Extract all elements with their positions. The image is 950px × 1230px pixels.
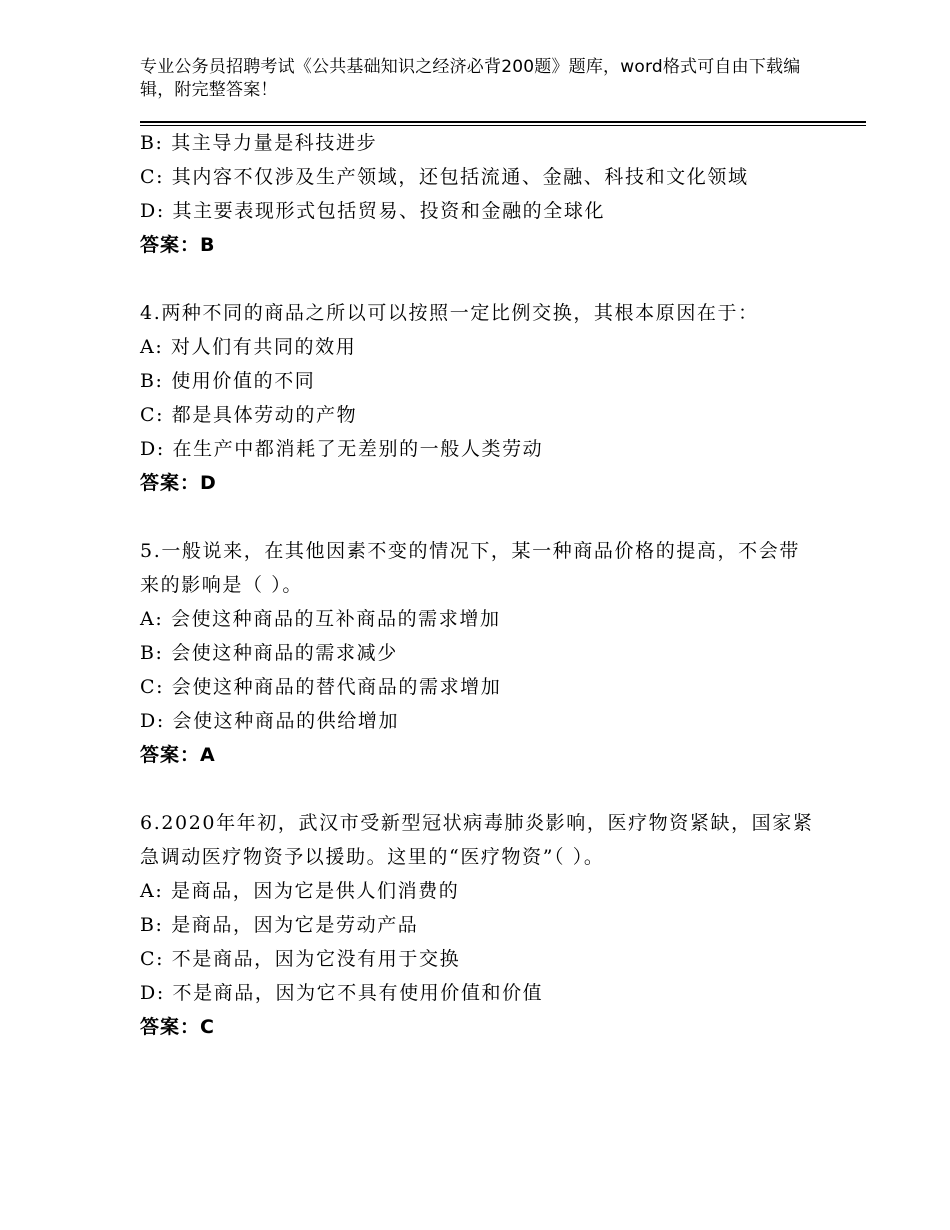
question-3-partial <box>140 126 820 262</box>
question-stem: 6.2020年年初，武汉市受新型冠状病毒肺炎影响，医疗物资紧缺，国家紧急调动医疗物资予以援助。这里的“医疗物资”（ ）。 <box>140 812 814 868</box>
header-rule-thick <box>140 121 866 123</box>
answer-label: 答案：D <box>140 472 217 494</box>
question-stem: 5.一般说来，在其他因素不变的情况下，某一种商品价格的提高，不会带来的影响是（ ）。 <box>140 540 800 596</box>
question-6 <box>140 806 820 1044</box>
answer-label: 答案：A <box>140 744 216 766</box>
page-header: 专业公务员招聘考试《公共基础知识之经济必背200题》题库，word格式可自由下载编辑，附完整答案！ <box>140 57 801 100</box>
spacer <box>140 500 820 534</box>
option-b: B: 使用价值的不同 <box>140 370 316 392</box>
option-c: C: 都是具体劳动的产物 <box>140 404 358 426</box>
option-b: B: 其主导力量是科技进步 <box>140 132 378 154</box>
question-4 <box>140 296 820 500</box>
option-b: B: 会使这种商品的需求减少 <box>140 642 398 664</box>
option-a: A: 会使这种商品的互补商品的需求增加 <box>140 608 501 630</box>
option-d: D: 会使这种商品的供给增加 <box>140 710 400 732</box>
option-d: D: 不是商品，因为它不具有使用价值和价值 <box>140 982 544 1004</box>
question-5 <box>140 534 820 772</box>
question-list <box>140 126 820 1044</box>
spacer <box>140 262 820 296</box>
option-d: D: 其主要表现形式包括贸易、投资和金融的全球化 <box>140 200 606 222</box>
option-a: A: 对人们有共同的效用 <box>140 336 357 358</box>
answer-label: 答案：C <box>140 1016 215 1038</box>
option-b: B: 是商品，因为它是劳动产品 <box>140 914 419 936</box>
option-a: A: 是商品，因为它是供人们消费的 <box>140 880 460 902</box>
spacer <box>140 772 820 806</box>
question-stem: 4.两种不同的商品之所以可以按照一定比例交换，其根本原因在于： <box>140 302 759 324</box>
option-d: D: 在生产中都消耗了无差别的一般人类劳动 <box>140 438 544 460</box>
option-c: C: 不是商品，因为它没有用于交换 <box>140 948 461 970</box>
option-c: C: 其内容不仅涉及生产领域，还包括流通、金融、科技和文化领域 <box>140 166 749 188</box>
option-c: C: 会使这种商品的替代商品的需求增加 <box>140 676 502 698</box>
answer-label: 答案：B <box>140 234 216 256</box>
